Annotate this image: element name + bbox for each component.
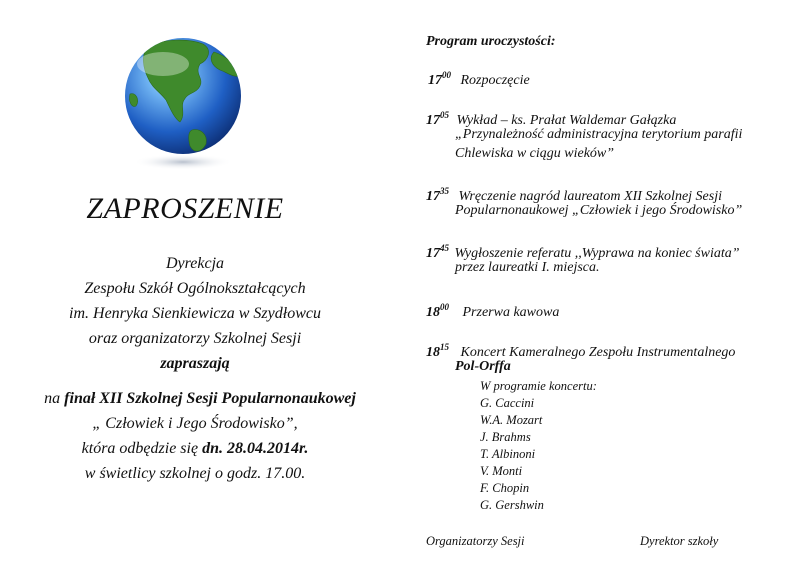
item-text: „Przynależność administracyjna terytorium parafii	[455, 127, 743, 142]
organizer-line: oraz organizatorzy Szkolnej Sesji	[88, 330, 302, 347]
invitation-title: ZAPROSZENIE	[86, 192, 284, 225]
event-prefix: na	[44, 390, 65, 407]
event-theme: „ Człowiek i Jego Środowisko”,	[92, 415, 298, 432]
program-item	[428, 66, 530, 90]
composer-item: W.A. Mozart	[480, 413, 543, 427]
item-time: $18^{15}$	[426, 342, 449, 360]
concert-heading: W programie koncertu:	[480, 379, 597, 393]
program-item	[426, 298, 559, 322]
event-date: dn. 28.04.2014r.	[202, 440, 309, 457]
organizer-line: Zespołu Szkół Ogólnokształcących	[84, 280, 306, 297]
composer-item: F. Chopin	[480, 481, 530, 495]
date-line	[0, 436, 390, 461]
item-time: $17^{00}$	[428, 70, 451, 88]
organizer-line: Dyrekcja	[165, 255, 225, 272]
item-text: Rozpoczęcie	[460, 73, 530, 88]
event-line	[0, 386, 400, 411]
program-title: Program uroczystości:	[426, 34, 556, 49]
signature-organizers: Organizatorzy Sesji	[426, 534, 525, 548]
globe-icon	[108, 34, 258, 174]
invite-verb: zapraszają	[160, 355, 230, 372]
item-text: Chlewiska w ciągu wieków”	[455, 146, 615, 161]
event-place: w świetlicy szkolnej o godz. 17.00.	[84, 465, 306, 482]
item-text: Przerwa kawowa	[462, 305, 560, 320]
event-name: finał XII Szkolnej Sesji Popularnonaukowej	[64, 390, 356, 407]
composer-item: G. Caccini	[480, 396, 535, 410]
organizer-line: im. Henryka Sienkiewicza w Szydłowcu	[69, 305, 321, 322]
item-text: Wygłoszenie referatu ,,Wyprawa na koniec świata”	[454, 246, 740, 261]
item-text: Koncert Kameralnego Zespołu Instrumentalnego	[460, 345, 736, 360]
item-time: $17^{05}$	[426, 110, 449, 128]
item-time: $17^{35}$	[426, 186, 449, 204]
composer-item: V. Monti	[480, 464, 523, 478]
organizers-block	[0, 251, 390, 376]
signature-director: Dyrektor szkoły	[640, 534, 719, 548]
item-text: Wręczenie nagród laureatom XII Szkolnej Sesji	[458, 189, 722, 204]
item-time: $18^{00}$	[426, 302, 449, 320]
ensemble-name: Pol-Orffa	[455, 359, 511, 374]
composer-item: J. Brahms	[480, 430, 531, 444]
item-time: $17^{45}$	[426, 243, 449, 261]
date-prefix: która odbędzie się	[81, 440, 203, 457]
item-text: przez laureatki I. miejsca.	[455, 260, 600, 275]
item-text: Popularnonaukowej „Człowiek i jego Środowisko”	[455, 203, 743, 218]
composer-item: G. Gershwin	[480, 498, 544, 512]
composer-item: T. Albinoni	[480, 447, 536, 461]
item-text: Wykład – ks. Prałat Waldemar Gałązka	[456, 113, 677, 128]
